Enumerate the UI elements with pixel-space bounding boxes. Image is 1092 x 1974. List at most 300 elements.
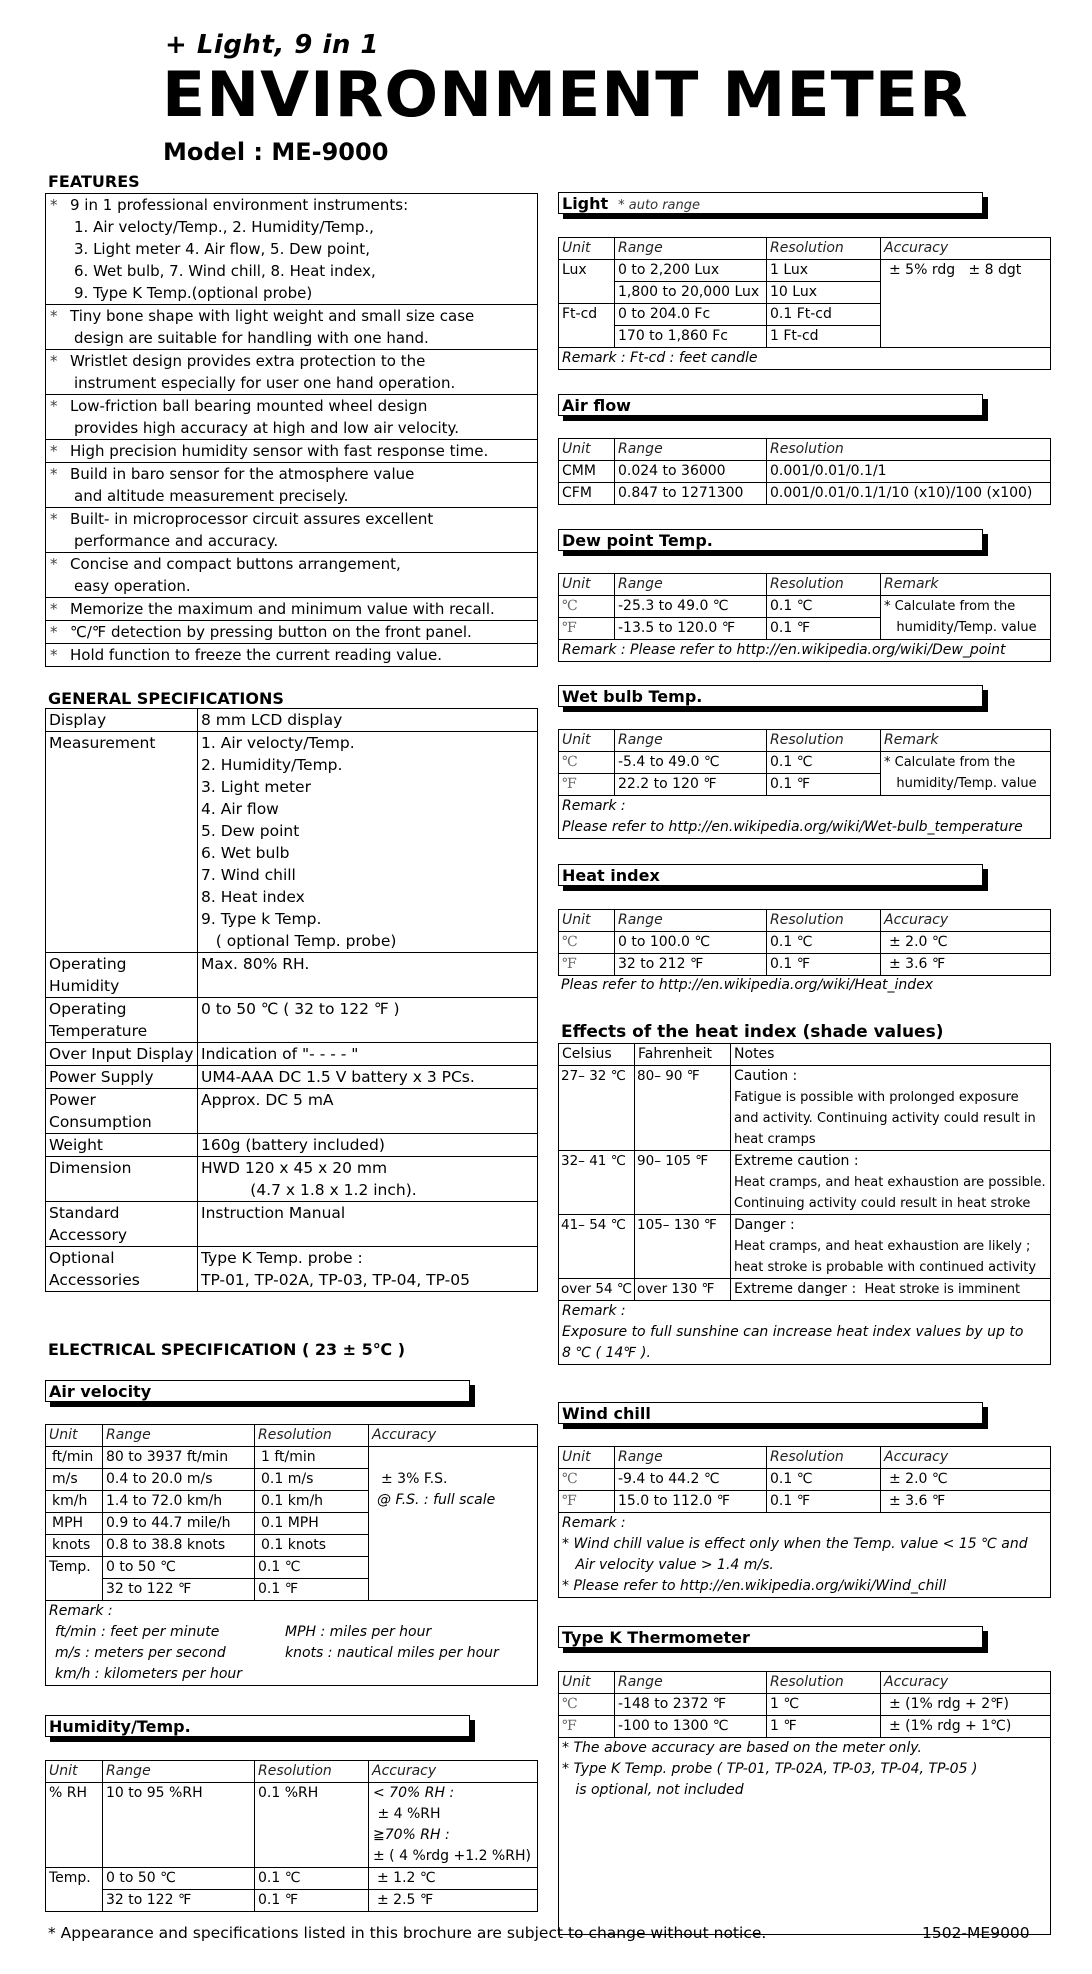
range-cell: 10 to 95 %RH [103,1783,255,1868]
spec-value-line: HWD 120 x 45 x 20 mm [201,1159,388,1177]
column-header: Celsius [559,1044,635,1066]
spec-value-line: Indication of "- - - - " [201,1045,359,1063]
remark-cell: Remark : Please refer to http://en.wikipedia.org/wiki/Dew_point [559,640,1051,662]
heat-index-row [559,932,1051,954]
spec-label: Weight [46,1134,198,1157]
column-header: Accuracy [369,1761,538,1783]
unit-cell: Temp. [46,1557,103,1601]
wind-chill-table [558,1446,1051,1598]
humidity-rh-row [46,1783,538,1868]
table-header-row [559,238,1051,260]
wind-chill-row [559,1469,1051,1491]
feature-line: 3. Light meter 4. Air flow, 5. Dew point, [74,240,370,258]
spec-row [46,709,538,732]
resolution-cell: 0.1 %RH [255,1783,369,1868]
effect-note: Heat stroke is imminent [856,1282,1021,1297]
accuracy-cell: ± 3.6 ℉ [881,954,1051,976]
effects-row [559,1279,1051,1301]
resolution-cell: 0.1 knots [255,1535,369,1557]
column-header: Unit [559,1447,615,1469]
wind-chill-title: Wind chill [562,1404,651,1423]
side-remark-line: humidity/Temp. value [884,620,1037,635]
feature-item [46,598,538,621]
feature-item [46,508,538,553]
range-cell: -148 to 2372 ℉ [615,1694,767,1716]
effects-table [558,1043,1051,1365]
accuracy-note: @ F.S. : full scale [377,1492,496,1508]
wet-bulb-title: Wet bulb Temp. [562,687,703,706]
dew-point-row [559,596,1051,618]
remark-line: * Type K Temp. probe ( TP-01, TP-02A, TP-03, TP-04, TP-05 ) [562,1761,978,1777]
dew-point-heading [558,529,983,551]
accuracy-cell: ± (1% rdg + 1℃) [881,1716,1051,1738]
resolution-cell: 0.1 ℉ [767,774,881,796]
range-cell: 0 to 50 ℃ [103,1557,255,1579]
notes-cell [731,1151,1051,1215]
column-header: Accuracy [881,1447,1051,1469]
column-header: Range [615,910,767,932]
spec-row [46,1043,538,1066]
feature-item [46,194,538,305]
column-header: Resolution [255,1761,369,1783]
resolution-cell: 0.1 ℉ [255,1890,369,1912]
light-note: * auto range [618,198,700,213]
unit-cell: ℉ [559,618,615,640]
effect-level: Extreme caution : [734,1153,859,1169]
side-remark-line: * Calculate from the [884,599,1016,614]
spec-value-line: 0 to 50 ℃ ( 32 to 122 ℉ ) [201,1000,400,1018]
type-k-table [558,1671,1051,1935]
remark-line: Air velocity value > 1.4 m/s. [562,1557,774,1573]
resolution-cell: 0.1 ℃ [767,932,881,954]
humidity-temp-row [46,1868,538,1890]
table-header-row [559,1044,1051,1066]
column-header: Resolution [767,238,881,260]
spec-label: Power Supply [46,1066,198,1089]
air-velocity-title: Air velocity [49,1382,152,1401]
feature-cell [46,194,538,305]
feature-cell [46,553,538,598]
range-cell: 0 to 100.0 ℃ [615,932,767,954]
remark-row [559,1738,1051,1935]
bullet-icon: * [50,307,58,325]
heat-index-table [558,909,1051,976]
wind-chill-heading [558,1402,983,1424]
spec-row [46,1157,538,1202]
remark-line: m/s : meters per second knots : nautical miles per hour [55,1645,499,1661]
remark-cell [559,1301,1051,1365]
electrical-spec-title: ELECTRICAL SPECIFICATION ( 23 ± 5℃ ) [48,1340,406,1359]
air-flow-table [558,438,1051,505]
column-header: Remark [881,730,1051,752]
feature-item [46,395,538,440]
range-cell: -25.3 to 49.0 ℃ [615,596,767,618]
unit-cell: Lux [559,260,615,304]
remark-line: * Wind chill value is effect only when the Temp. value < 15 ℃ and [562,1536,1028,1552]
effects-row [559,1215,1051,1279]
feature-item [46,644,538,667]
remark-cell [559,1738,1051,1935]
effect-note: heat cramps [734,1132,816,1147]
resolution-cell: 0.1 Ft-cd [767,304,881,326]
resolution-cell: 0.1 ℃ [767,752,881,774]
bullet-icon: * [50,442,58,460]
unit-cell: ℉ [559,1491,615,1513]
bullet-icon: * [50,623,58,641]
remark-line: Remark : [562,1515,626,1531]
column-header: Resolution [767,439,1051,461]
column-header: Resolution [767,1672,881,1694]
unit-cell: ft/min [46,1447,103,1469]
spec-row [46,1134,538,1157]
feature-cell [46,644,538,667]
spec-value [198,953,538,998]
remark-cell: Remark : Please refer to http://en.wikipedia.org/wiki/Wet-bulb_temperature [559,796,1051,839]
spec-value-line: 8 mm LCD display [201,711,343,729]
type-k-row [559,1694,1051,1716]
humidity-heading [45,1715,470,1737]
column-header: Resolution [767,910,881,932]
column-header: Unit [46,1761,103,1783]
feature-cell [46,350,538,395]
light-row [559,260,1051,282]
accuracy-line: ± ( 4 %rdg +1.2 %RH) [373,1848,531,1864]
celsius-cell: 27– 32 ℃ [559,1066,635,1151]
spec-value-line: 2. Humidity/Temp. [201,756,343,774]
resolution-cell: 0.1 MPH [255,1513,369,1535]
column-header: Resolution [767,574,881,596]
range-cell: -100 to 1300 ℃ [615,1716,767,1738]
fahrenheit-cell: 105– 130 ℉ [635,1215,731,1279]
bullet-icon: * [50,196,58,214]
effect-note: heat stroke is probable with continued activity [734,1260,1037,1275]
resolution-cell: 0.1 ℃ [255,1557,369,1579]
spec-value-line: 7. Wind chill [201,866,296,884]
spec-value-line: Max. 80% RH. [201,955,310,973]
feature-line: 6. Wet bulb, 7. Wind chill, 8. Heat index, [74,262,376,280]
table-header-row [559,1447,1051,1469]
column-header: Range [615,439,767,461]
spec-value-line: 3. Light meter [201,778,311,796]
remark-line: Remark : [562,1303,626,1319]
column-header: Resolution [767,1447,881,1469]
feature-line: performance and accuracy. [74,532,279,550]
feature-line: * Hold function to freeze the current reading value. [50,646,442,664]
accuracy-cell: ± 3.6 ℉ [881,1491,1051,1513]
humidity-title: Humidity/Temp. [49,1717,191,1736]
spec-value [198,732,538,953]
spec-value-line: Type K Temp. probe : [201,1249,363,1267]
spec-row [46,732,538,953]
doc-code: 1502-ME9000 [922,1924,1030,1942]
feature-line: provides high accuracy at high and low air velocity. [74,419,460,437]
bullet-icon: * [50,600,58,618]
general-specs-table [45,708,538,1292]
column-header: Unit [559,910,615,932]
air-velocity-row [46,1447,538,1469]
feature-cell [46,395,538,440]
accuracy-line: ± 4 %RH [373,1806,441,1822]
effect-note: and activity. Continuing activity could result in [734,1111,1036,1126]
bullet-icon: * [50,510,58,528]
remark-label: Remark : [49,1603,113,1619]
table-header-row [559,730,1051,752]
accuracy-cell [369,1783,538,1868]
features-table [45,193,538,667]
feature-line: 9. Type K Temp.(optional probe) [74,284,313,302]
remark-line: * The above accuracy are based on the meter only. [562,1740,922,1756]
feature-cell [46,463,538,508]
celsius-cell: 41– 54 ℃ [559,1215,635,1279]
feature-line: * Concise and compact buttons arrangement, [50,555,401,573]
spec-value-line: 5. Dew point [201,822,300,840]
spec-value-line: Instruction Manual [201,1204,346,1222]
column-header: Accuracy [881,238,1051,260]
unit-cell: ℃ [559,1469,615,1491]
remark-row [559,640,1051,662]
unit-cell: ℉ [559,954,615,976]
type-k-row [559,1716,1051,1738]
light-heading [558,192,983,214]
bullet-icon: * [50,555,58,573]
table-header-row [559,1672,1051,1694]
spec-value [198,1134,538,1157]
column-header: Unit [46,1425,103,1447]
resolution-cell: 0.1 m/s [255,1469,369,1491]
spec-label: Over Input Display [46,1043,198,1066]
spec-value-line: 6. Wet bulb [201,844,290,862]
resolution-cell: 0.1 ℃ [767,596,881,618]
spec-label: Measurement [46,732,198,953]
side-remark-cell [881,596,1051,640]
spec-label: Dimension [46,1157,198,1202]
resolution-cell: 10 Lux [767,282,881,304]
spec-value [198,709,538,732]
effect-level: Extreme danger : [734,1281,857,1297]
disclaimer: * Appearance and specifications listed in this brochure are subject to change without notice. [48,1924,767,1942]
wet-bulb-table [558,729,1051,839]
spec-label: Operating Humidity [46,953,198,998]
range-cell: 32 to 122 ℉ [103,1890,255,1912]
fahrenheit-cell: over 130 ℉ [635,1279,731,1301]
spec-value [198,1089,538,1134]
unit-cell: ℃ [559,596,615,618]
column-header: Range [103,1761,255,1783]
spec-label: Operating Temperature [46,998,198,1043]
feature-line: * Wristlet design provides extra protection to the [50,352,426,370]
range-cell: -9.4 to 44.2 ℃ [615,1469,767,1491]
remark-line: ft/min : feet per minute MPH : miles per hour [55,1624,432,1640]
humidity-temp-row [46,1890,538,1912]
feature-cell [46,305,538,350]
bullet-icon: * [50,397,58,415]
column-header: Unit [559,730,615,752]
humidity-table [45,1760,538,1912]
accuracy-value: ± 3% F.S. [381,1471,448,1487]
accuracy-cell: ± 1.2 ℃ [369,1868,538,1890]
accuracy-cell: ± 2.0 ℃ [881,932,1051,954]
spec-label: Display [46,709,198,732]
remark-line: 8 ℃ ( 14℉ ). [562,1345,651,1361]
feature-cell [46,508,538,553]
column-header: Range [615,238,767,260]
accuracy-line: < 70% RH : [373,1785,455,1801]
unit-cell: ℉ [559,774,615,796]
page-title: ENVIRONMENT METER [162,58,969,131]
effect-note: Fatigue is possible with prolonged exposure [734,1090,1019,1105]
light-table [558,237,1051,370]
celsius-cell: 32– 41 ℃ [559,1151,635,1215]
column-header: Resolution [767,730,881,752]
general-specs-title: GENERAL SPECIFICATIONS [48,689,284,708]
resolution-cell: 1 ℉ [767,1716,881,1738]
spec-label: Standard Accessory [46,1202,198,1247]
resolution-cell: 0.001/0.01/0.1/1 [767,461,1051,483]
heat-index-remark: Pleas refer to http://en.wikipedia.org/wiki/Heat_index [561,977,934,993]
feature-line: * Built- in microprocessor circuit assures excellent [50,510,434,528]
remark-row [559,796,1051,839]
spec-label: Optional Accessories [46,1247,198,1292]
dew-point-title: Dew point Temp. [562,531,713,550]
spec-value-line: (4.7 x 1.8 x 1.2 inch). [201,1181,417,1199]
air-flow-heading [558,394,983,416]
bullet-icon: * [50,465,58,483]
column-header: Notes [731,1044,1051,1066]
remark-cell [559,1513,1051,1598]
feature-line: * Build in baro sensor for the atmosphere value [50,465,415,483]
effects-title: Effects of the heat index (shade values) [561,1022,944,1042]
light-title: Light [562,194,609,213]
air-velocity-heading [45,1380,470,1402]
unit-cell: ℃ [559,932,615,954]
effect-level: Danger : [734,1217,795,1233]
table-header-row [559,439,1051,461]
spec-value-line: 9. Type k Temp. [201,910,322,928]
table-header-row [46,1761,538,1783]
spec-value-line: ( optional Temp. probe) [201,932,397,950]
accuracy-cell: ± 5% rdg ± 8 dgt [881,260,1051,348]
range-cell: 0.9 to 44.7 mile/h [103,1513,255,1535]
unit-cell: knots [46,1535,103,1557]
feature-line: * Low-friction ball bearing mounted wheel design [50,397,428,415]
resolution-cell: 0.1 ℃ [767,1469,881,1491]
resolution-cell: 1 ℃ [767,1694,881,1716]
feature-line: * 9 in 1 professional environment instruments: [50,196,409,214]
feature-line: * Tiny bone shape with light weight and small size case [50,307,475,325]
header-subtitle: + Light, 9 in 1 [165,30,380,60]
resolution-cell: 0.001/0.01/0.1/1/10 (x10)/100 (x100) [767,483,1051,505]
range-cell: 0.847 to 1271300 [615,483,767,505]
resolution-cell: 1 ft/min [255,1447,369,1469]
column-header: Resolution [255,1425,369,1447]
feature-item [46,553,538,598]
spec-value [198,1066,538,1089]
remark-line: km/h : kilometers per hour [55,1666,243,1682]
feature-cell [46,621,538,644]
feature-line: 1. Air velocty/Temp., 2. Humidity/Temp., [74,218,374,236]
resolution-cell: 0.1 ℉ [767,1491,881,1513]
range-cell: 0 to 50 ℃ [103,1868,255,1890]
side-remark-cell [881,752,1051,796]
unit-cell: Temp. [46,1868,103,1912]
resolution-cell: 1 Lux [767,260,881,282]
resolution-cell: 0.1 km/h [255,1491,369,1513]
unit-cell: ℃ [559,752,615,774]
air-flow-row [559,461,1051,483]
spec-value [198,1157,538,1202]
feature-line: instrument especially for user one hand operation. [74,374,456,392]
column-header: Range [615,574,767,596]
unit-cell: CFM [559,483,615,505]
wet-bulb-heading [558,685,983,707]
resolution-cell: 0.1 ℉ [767,618,881,640]
range-cell: 15.0 to 112.0 ℉ [615,1491,767,1513]
unit-cell: Ft-cd [559,304,615,348]
heat-index-row [559,954,1051,976]
resolution-cell: 0.1 ℉ [767,954,881,976]
range-cell: -5.4 to 49.0 ℃ [615,752,767,774]
remark-line: * Please refer to http://en.wikipedia.org/wiki/Wind_chill [562,1578,947,1594]
column-header: Range [615,1672,767,1694]
type-k-title: Type K Thermometer [562,1628,750,1647]
column-header: Unit [559,439,615,461]
table-header-row [559,574,1051,596]
column-header: Range [103,1425,255,1447]
remark-cell: Remark : Ft-cd : feet candle [559,348,1051,370]
range-cell: 1.4 to 72.0 km/h [103,1491,255,1513]
resolution-cell: 0.1 ℉ [255,1579,369,1601]
table-header-row [46,1425,538,1447]
feature-cell [46,598,538,621]
range-cell: 32 to 122 ℉ [103,1579,255,1601]
remark-line: is optional, not included [562,1782,744,1798]
accuracy-line: ≧70% RH : [373,1827,450,1843]
spec-value-line: 160g (battery included) [201,1136,385,1154]
spec-row [46,1202,538,1247]
unit-cell: CMM [559,461,615,483]
column-header: Accuracy [881,1672,1051,1694]
feature-line: * ℃/℉ detection by pressing button on the front panel. [50,623,472,641]
range-cell: 0.8 to 38.8 knots [103,1535,255,1557]
notes-cell [731,1215,1051,1279]
column-header: Range [615,1447,767,1469]
feature-line: * High precision humidity sensor with fast response time. [50,442,489,460]
effects-row [559,1151,1051,1215]
air-flow-row [559,483,1051,505]
feature-line: and altitude measurement precisely. [74,487,349,505]
spec-value [198,998,538,1043]
column-header: Fahrenheit [635,1044,731,1066]
unit-cell: % RH [46,1783,103,1868]
range-cell: 170 to 1,860 Fc [615,326,767,348]
range-cell: 0.024 to 36000 [615,461,767,483]
spec-value-line: Approx. DC 5 mA [201,1091,334,1109]
remark-row [559,348,1051,370]
column-header: Unit [559,1672,615,1694]
column-header: Unit [559,238,615,260]
remark-line: Exposure to full sunshine can increase heat index values by up to [562,1324,1024,1340]
spec-row [46,1089,538,1134]
feature-item [46,463,538,508]
spec-value-line: 8. Heat index [201,888,305,906]
range-cell: -13.5 to 120.0 ℉ [615,618,767,640]
fahrenheit-cell: 90– 105 ℉ [635,1151,731,1215]
remark-row [559,1513,1051,1598]
air-velocity-table [45,1424,538,1686]
column-header: Accuracy [881,910,1051,932]
wind-chill-row [559,1491,1051,1513]
side-remark-line: * Calculate from the [884,755,1016,770]
